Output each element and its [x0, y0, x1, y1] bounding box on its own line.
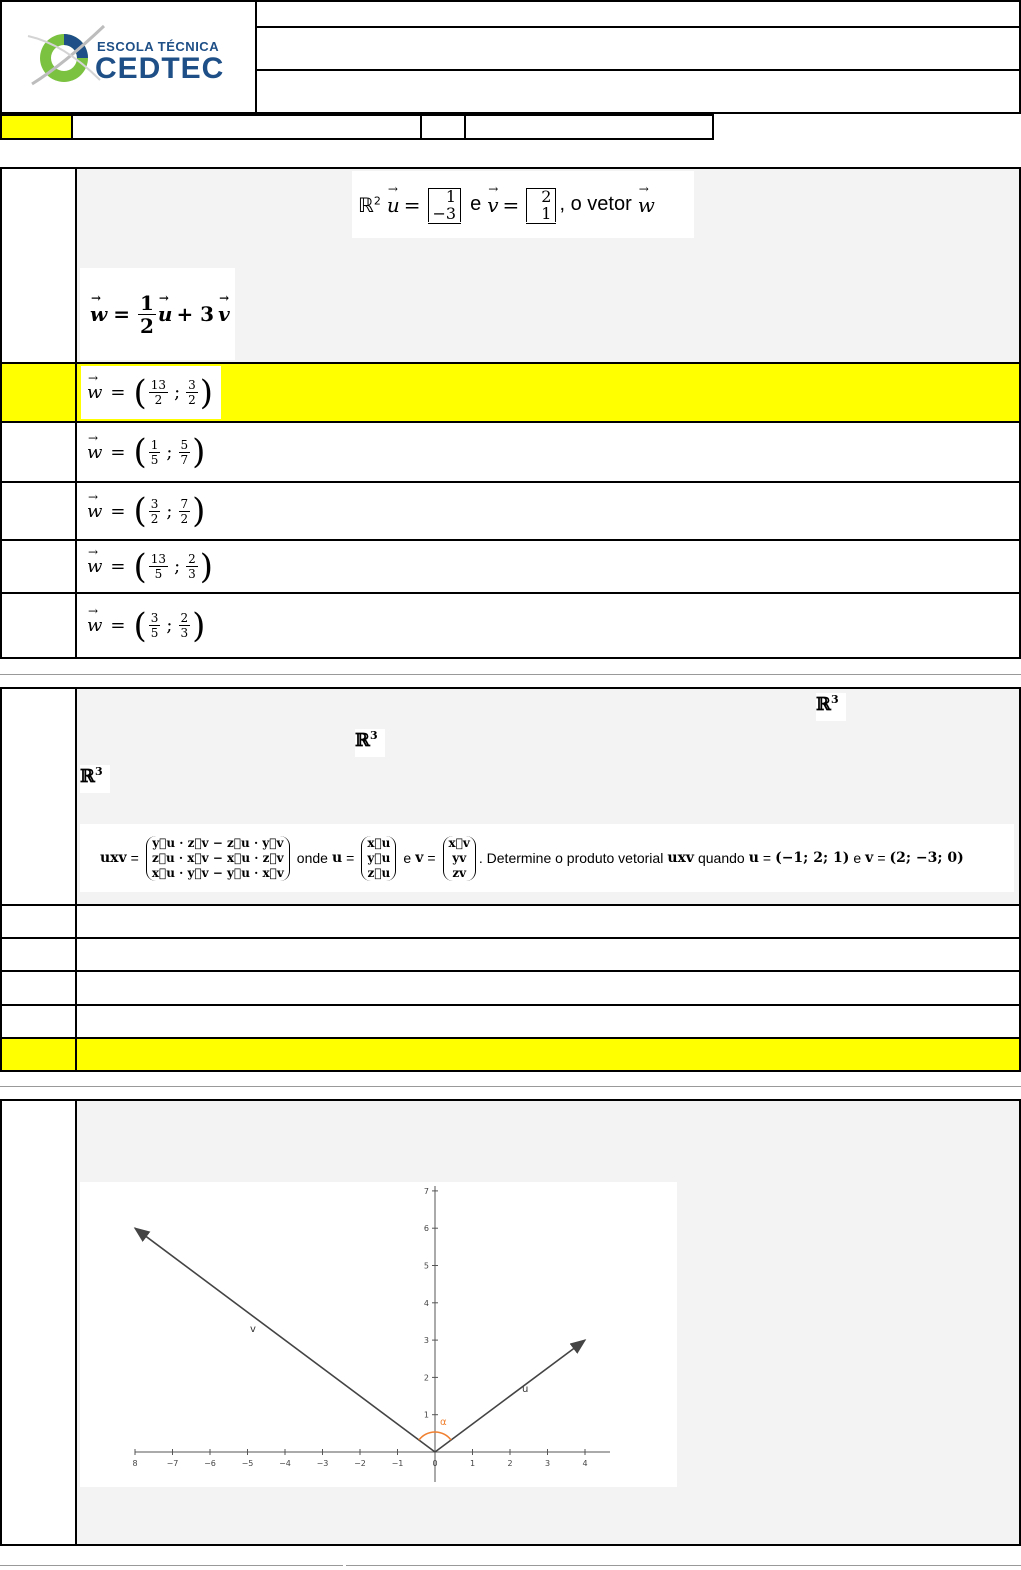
vector-label-u: u — [522, 1384, 529, 1396]
q2-option-letter-cell[interactable] — [0, 904, 77, 939]
info-field-1[interactable] — [71, 114, 422, 140]
x-tick-label: 2 — [507, 1459, 513, 1468]
logo-top-text: ESCOLA TÉCNICA — [97, 39, 220, 54]
q2-option-cell[interactable] — [75, 904, 1021, 939]
q1-option-letter-cell[interactable] — [0, 592, 77, 659]
v-components: x⃗v yv zv — [443, 836, 476, 881]
header-logo-cell — [0, 0, 257, 114]
statement-tail: , o vetor — [559, 193, 632, 215]
v-column-matrix: 2 1 — [526, 188, 556, 222]
r3-symbol-1: ℝ$^3$ — [816, 693, 846, 721]
q1-formula: → w = $\frac{1}{2}$ → u + 3 → v — [80, 268, 235, 360]
q2-number-cell — [0, 687, 77, 906]
q2-option-cell[interactable] — [75, 1004, 1021, 1039]
y-tick-label: 5 — [423, 1261, 429, 1271]
q1-option-cell[interactable] — [75, 421, 1021, 483]
cross-product-matrix: y⃗u · z⃗v − z⃗u · y⃗v z⃗u · x⃗v − x⃗u · z⃗v x⃗u · y⃗v − y⃗u · x⃗v — [146, 836, 290, 881]
cross-product-definition: uxv = y⃗u · z⃗v − z⃗u · y⃗v z⃗u · x⃗v − x⃗u · z⃗v x⃗u · y⃗v − y⃗u · x⃗v onde u = x⃗u y⃗u z⃗u e v = x⃗v yv zv . Determine o produto vetorial uxv quando u = (−1; 2; 1) e v = (2; −3; 0) — [80, 824, 1014, 892]
y-tick-label: 1 — [423, 1410, 429, 1420]
u-components: x⃗u y⃗u z⃗u — [361, 836, 396, 881]
y-tick-label: 3 — [423, 1336, 429, 1346]
x-tick-label: −5 — [241, 1459, 254, 1468]
q1-option-letter-cell[interactable] — [0, 362, 77, 423]
and-text: e — [470, 193, 482, 215]
q2-option-letter-cell[interactable] — [0, 1037, 77, 1072]
y-tick-label: 7 — [423, 1186, 429, 1196]
q1-option-math: → w = ( $\frac{1}{5}$ ; $\frac{5}{7}$ ) — [81, 425, 213, 479]
r3-symbol-3: ℝ$^3$ — [80, 765, 110, 793]
separator-2 — [0, 1086, 1021, 1087]
q2-option-letter-cell[interactable] — [0, 970, 77, 1006]
x-tick-label: −1 — [391, 1459, 404, 1468]
q1-number-cell — [0, 167, 77, 364]
q2-option-cell[interactable] — [75, 937, 1021, 972]
angle-label: α — [440, 1417, 447, 1428]
formula-fraction: $\frac{1}{2}$ — [139, 290, 154, 338]
x-tick-label: 3 — [544, 1459, 551, 1468]
vector-label-v: v — [250, 1324, 256, 1336]
info-field-2[interactable] — [464, 114, 714, 140]
x-tick-label: 8 — [132, 1459, 138, 1468]
footer-line-left — [0, 1565, 343, 1566]
u-column-matrix: 1 −3 — [428, 188, 462, 222]
info-label-highlight — [0, 114, 73, 140]
q1-option-letter-cell[interactable] — [0, 421, 77, 483]
y-tick-label: 2 — [423, 1373, 429, 1383]
x-tick-label: 0 — [432, 1459, 438, 1468]
x-tick-label: 1 — [469, 1459, 476, 1468]
header-row-1 — [255, 0, 1021, 28]
vector-u — [435, 1340, 585, 1452]
x-tick-label: −6 — [204, 1459, 216, 1468]
q2-option-cell[interactable] — [75, 970, 1021, 1006]
q1-option-cell[interactable] — [75, 481, 1021, 541]
q2-option-letter-cell[interactable] — [0, 1004, 77, 1039]
vector-angle-chart — [80, 1182, 677, 1487]
x-tick-label: −3 — [316, 1459, 329, 1468]
real-space-symbol: ℝ$^2$ — [358, 192, 381, 217]
q1-option-math: → w = ( $\frac{3}{5}$ ; $\frac{2}{3}$ ) — [81, 596, 213, 655]
footer-line-right — [346, 1565, 1021, 1566]
r3-symbol-2: ℝ$^3$ — [355, 729, 385, 757]
header-row-3 — [255, 69, 1021, 114]
x-tick-label: −2 — [354, 1459, 366, 1468]
header-row-2 — [255, 26, 1021, 71]
q2-option-letter-cell[interactable] — [0, 937, 77, 972]
logo-bottom-text: CEDTEC — [95, 52, 225, 85]
q1-option-cell[interactable] — [75, 592, 1021, 659]
q1-option-letter-cell[interactable] — [0, 481, 77, 541]
q1-option-math: → w = ( $\frac{3}{2}$ ; $\frac{7}{2}$ ) — [81, 485, 213, 537]
q1-option-math: → w = ( $\frac{13}{5}$ ; $\frac{2}{3}$ ) — [81, 543, 221, 590]
q2-option-cell[interactable] — [75, 1037, 1021, 1072]
separator-1 — [0, 674, 1021, 675]
x-tick-label: −7 — [166, 1459, 179, 1468]
y-tick-label: 4 — [423, 1298, 429, 1308]
y-tick-label: 6 — [423, 1224, 429, 1234]
vector-v — [135, 1228, 435, 1452]
vector-v: → v — [487, 193, 498, 217]
x-tick-label: −4 — [279, 1459, 291, 1468]
q1-option-math: → w = ( $\frac{13}{2}$ ; $\frac{3}{2}$ ) — [81, 366, 221, 419]
vector-w: → w — [638, 193, 655, 217]
q1-statement-math: ℝ$^2$ → u = 1 −3 e → v = 2 1 , o vetor → w — [352, 171, 694, 238]
q1-option-cell[interactable] — [75, 362, 1021, 423]
x-tick-label: 4 — [582, 1459, 588, 1468]
q1-option-cell[interactable] — [75, 539, 1021, 594]
info-label-2 — [420, 114, 466, 140]
q1-option-letter-cell[interactable] — [0, 539, 77, 594]
q3-number-cell — [0, 1099, 77, 1546]
vector-u: → u — [387, 193, 400, 217]
